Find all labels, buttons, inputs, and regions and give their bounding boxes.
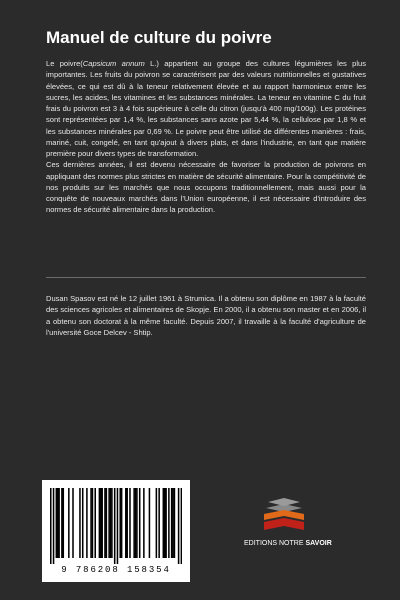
barcode-bar [57,488,59,558]
barcode-bar [63,488,65,558]
barcode-bar [94,488,96,558]
species-name: Capsicum annum [82,59,145,68]
book-description [46,58,366,216]
publisher-name-light: EDITIONS NOTRE [244,540,304,547]
description-paragraph-1 [46,58,366,159]
isbn-number: 9 786208 158354 [61,565,171,575]
barcode-bar [56,488,58,558]
barcode-bar [163,488,165,558]
barcode-bar [129,488,131,558]
barcode-bar [72,488,74,558]
barcode-bar [164,488,166,558]
barcode-bar [58,488,60,558]
section-divider [46,277,366,278]
barcode-bar [158,488,160,558]
barcode-bar [178,488,180,564]
publisher-name-bold: SAVOIR [305,540,332,547]
publisher-name [244,540,340,547]
barcode-bar [79,488,81,558]
barcode-bar [99,488,101,558]
barcode-bar [121,488,123,558]
barcode-bar [139,488,141,558]
barcode-bar [114,488,116,564]
barcode-bar [111,488,113,558]
description-paragraph-2: Ces dernières années, il est devenu nécessaire de favoriser la production de poivrons en appliquant des normes plus strictes en matière de sécurité alimentaire. Pour la compétitivité de nos produits sur les marchés que nous occupons traditionnellement, mais aussi pour la conquête de nouveaux marchés dans l'Union européenne, il est nécessaire d'introduire des normes de sécurité alimentaire dans la production. [46,160,366,215]
barcode-bar [126,488,128,558]
barcode-bar [181,488,182,564]
barcode-bar [68,488,70,558]
barcode-bar [90,488,92,558]
barcode-bar [104,488,106,558]
barcode-bar [106,488,108,558]
author-bio: Dusan Spasov est né le 12 juillet 1961 à Strumica. Il a obtenu son diplôme en 1987 à la faculté des sciences agricoles et alimentaires de Skopje. En 2000, il a obtenu son master et en 2006, il a obtenu son doctorat à la même faculté. Depuis 2007, il travaille à la faculté d'agriculture de l'université Goce Delcev - Shtip. [46,294,366,337]
barcode-bar [135,488,137,558]
barcode-bar [133,488,135,558]
barcode-bar [82,488,84,558]
barcode-bar [53,488,55,564]
description-text-rest: L.) appartient au groupe des cultures légumières les plus importantes. Les fruits du poivron se caractérisent par des valeurs nutritionnelles et gustatives élevées, ce qui est dû à la teneur relativement élevée et au rapport harmonieux entre les sucres, les acides, les vitamines et les substances minérales. La teneur en vitamine C du fruit frais du poivron est 3 à 4 fois supérieure à celle du citron (jusqu'à 400 mg/100g). Les protéines sont représentées par 1,4 %, les substances sans azote par 5,44 %, la cellulose par 1,8 % et les substances minérales par 0,69 %. Le poivre peut être utilisé de différentes manières : frais, mariné, cuit, congelé, en tant qu'ajout à divers plats, et dans l'industrie, en tant que matière première pour divers types de transformation. [46,59,366,158]
barcode-bar [101,488,103,558]
barcode-bar [136,488,138,558]
barcode-bar [171,488,173,558]
barcode-bar [50,488,52,564]
barcode-bar [92,488,94,558]
barcode-bar [86,488,88,558]
barcode-bar [165,488,167,558]
barcode-bar [156,488,158,558]
barcode-bar [172,488,174,558]
description-text-start: Le poivre( [46,59,83,68]
barcode-bar [100,488,102,558]
barcode-bar [110,488,112,558]
isbn-barcode [42,480,190,582]
barcode-bar [117,488,119,564]
book-title: Manuel de culture du poivre [46,28,272,47]
barcode-bars [50,488,182,564]
publisher-logo-icon [262,498,306,532]
barcode-bar [143,488,145,558]
barcode-bar [149,488,151,558]
barcode-bar [61,488,63,558]
barcode-bar [119,488,121,558]
barcode-bar [174,488,176,558]
barcode-bar [168,488,170,558]
barcode-bar [108,488,110,558]
barcode-bar [125,488,127,558]
